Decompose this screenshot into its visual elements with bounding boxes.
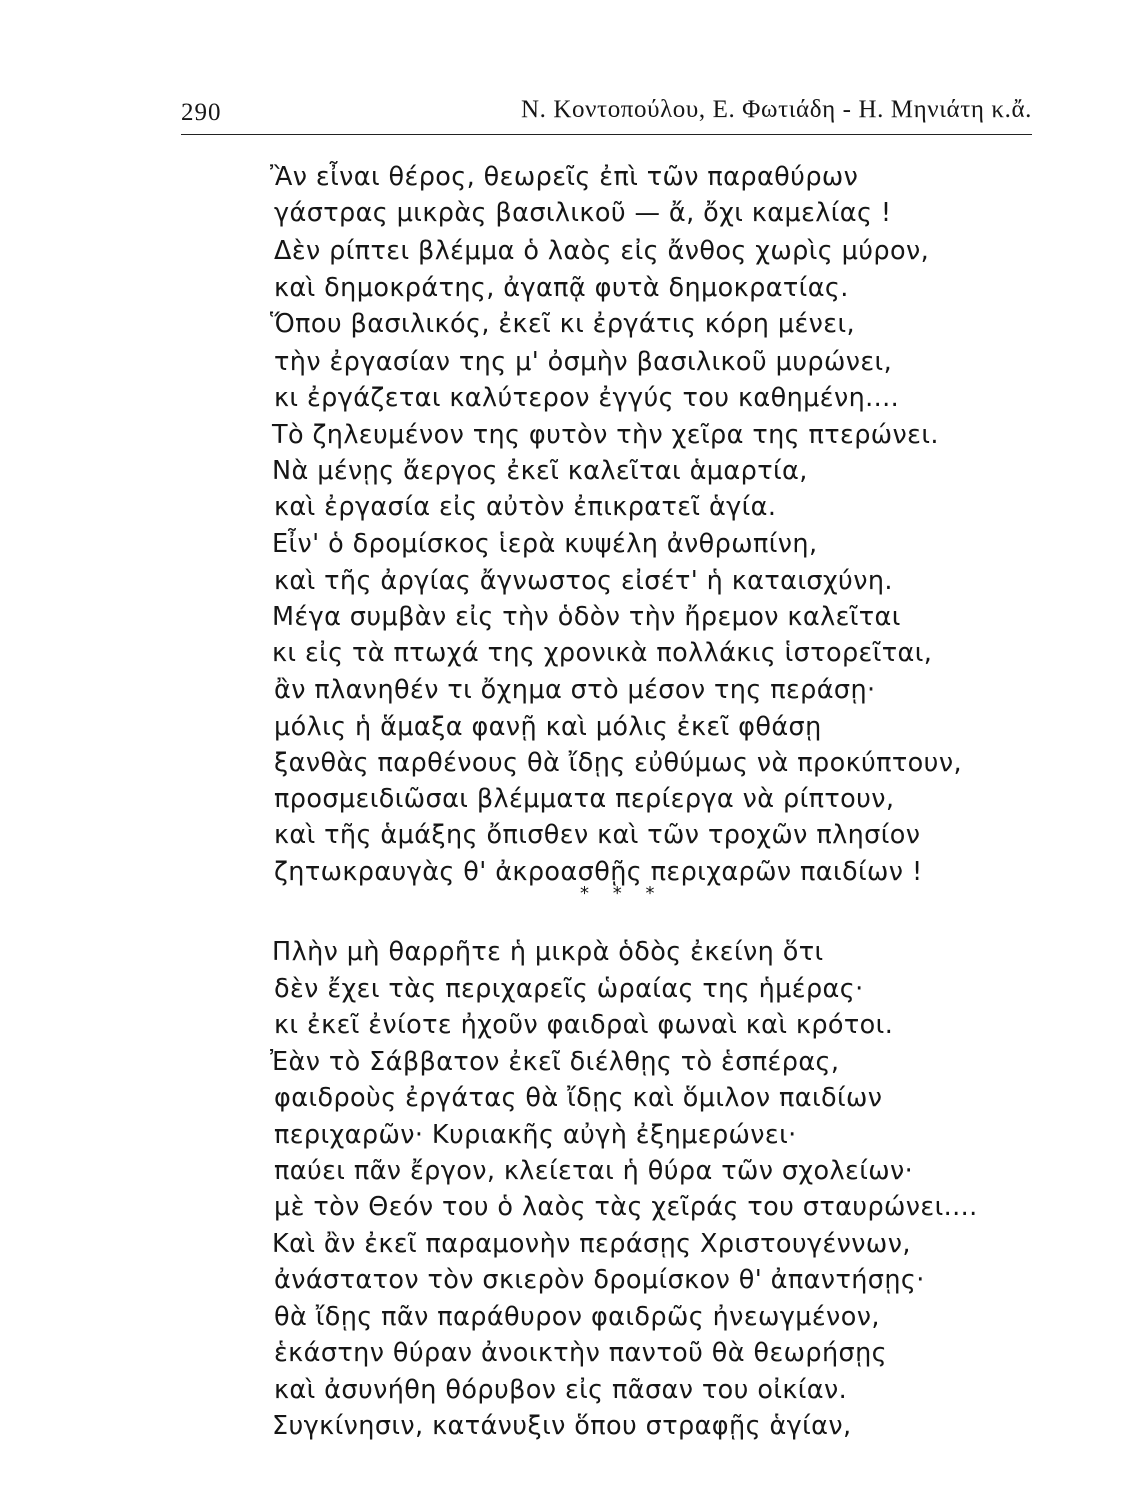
poem-line: Μέγα συμβὰν εἰς τὴν ὁδὸν τὴν ἤρεμον καλεῖται [272,602,901,632]
poem-line: κι εἰς τὰ πτωχά της χρονικὰ πολλάκις ἱστορεῖται, [272,638,933,668]
poem-line: παύει πᾶν ἔργον, κλείεται ἡ θύρα τῶν σχολείων· [274,1156,914,1186]
poem-line: Ὅπου βασιλικός, ἐκεῖ κι ἐργάτις κόρη μένει, [270,309,856,339]
poem-line: τὴν ἐργασίαν της μ' ὀσμὴν βασιλικοῦ μυρώνει, [274,347,893,377]
poem-line: ζητωκραυγὰς θ' ἀκροασθῇς περιχαρῶν παιδίων ! [274,857,923,887]
poem-line: θὰ ἴδῃς πᾶν παράθυρον φαιδρῶς ἠνεωγμένον, [274,1302,880,1332]
poem-line: προσμειδιῶσαι βλέμματα περίεργα νὰ ρίπτουν, [274,784,895,814]
poem-line: Πλὴν μὴ θαρρῆτε ἡ μικρὰ ὁδὸς ἐκείνη ὅτι [272,937,824,967]
poem-line: Καὶ ἂν ἐκεῖ παραμονὴν περάσῃς Χριστουγέννων, [272,1229,911,1259]
poem-line: μὲ τὸν Θεόν του ὁ λαὸς τὰς χεῖράς του σταυρώνει.... [274,1192,978,1222]
poem-line: Δὲν ρίπτει βλέμμα ὁ λαὸς εἰς ἄνθος χωρὶς μύρον, [274,236,930,266]
section-separator: * * * [580,883,664,904]
poem-line: κι ἐργάζεται καλύτερον ἐγγύς του καθημένη.... [274,383,900,413]
poem-line: ἂν πλανηθέν τι ὄχημα στὸ μέσον της περάσῃ· [274,675,876,705]
poem-line: Νὰ μένῃς ἄεργος ἐκεῖ καλεῖται ἁμαρτία, [272,456,808,486]
page-number: 290 [181,99,222,126]
poem-line: Ἂν εἶναι θέρος, θεωρεῖς ἐπὶ τῶν παραθύρων [270,162,859,192]
poem-line: καὶ δημοκράτης, ἀγαπᾷ φυτὰ δημοκρατίας. [274,273,849,303]
poem-line: ἑκάστην θύραν ἀνοικτὴν παντοῦ θὰ θεωρήσῃς [274,1338,888,1368]
poem-line: κι ἐκεῖ ἐνίοτε ἠχοῦν φαιδραὶ φωναὶ καὶ κρότοι. [274,1010,894,1040]
poem-line: Ἐὰν τὸ Σάββατον ἐκεῖ διέλθῃς τὸ ἑσπέρας, [270,1047,840,1077]
poem-line: καὶ ἀσυνήθη θόρυβον εἰς πᾶσαν του οἰκίαν. [274,1375,848,1405]
poem-line: δὲν ἔχει τὰς περιχαρεῖς ὡραίας της ἡμέρας· [274,974,864,1004]
poem-line: μόλις ἡ ἅμαξα φανῇ καὶ μόλις ἐκεῖ φθάσῃ [274,712,822,742]
poem-line: καὶ τῆς ἁμάξης ὄπισθεν καὶ τῶν τροχῶν πλησίον [274,820,921,850]
poem-line: ξανθὰς παρθένους θὰ ἴδῃς εὐθύμως νὰ προκύπτουν, [274,748,962,778]
header-rule [181,134,1032,135]
poem-line: ἀνάστατον τὸν σκιερὸν δρομίσκον θ' ἀπαντήσῃς· [274,1265,925,1295]
poem-line: γάστρας μικρὰς βασιλικοῦ — ἄ, ὄχι καμελίας ! [274,198,892,228]
poem-line: φαιδροὺς ἐργάτας θὰ ἴδῃς καὶ ὅμιλον παιδίων [274,1083,883,1113]
poem-line: Εἶν' ὁ δρομίσκος ἱερὰ κυψέλη ἀνθρωπίνη, [272,529,818,559]
running-head: Ν. Κοντοπούλου, Ε. Φωτιάδη - Η. Μηνιάτη κ.ἄ. [521,96,1032,123]
poem-line: Συγκίνησιν, κατάνυξιν ὅπου στραφῇς ἁγίαν, [272,1411,852,1441]
poem-line: καὶ τῆς ἀργίας ἄγνωστος εἰσέτ' ἡ καταισχύνη. [274,566,893,596]
poem-line: Τὸ ζηλευμένον της φυτὸν τὴν χεῖρα της πτερώνει. [272,420,939,450]
poem-line: καὶ ἐργασία εἰς αὐτὸν ἐπικρατεῖ ἁγία. [274,492,777,522]
poem-line: περιχαρῶν· Κυριακῆς αὐγὴ ἐξημερώνει· [274,1120,797,1150]
page-header [0,0,1144,140]
